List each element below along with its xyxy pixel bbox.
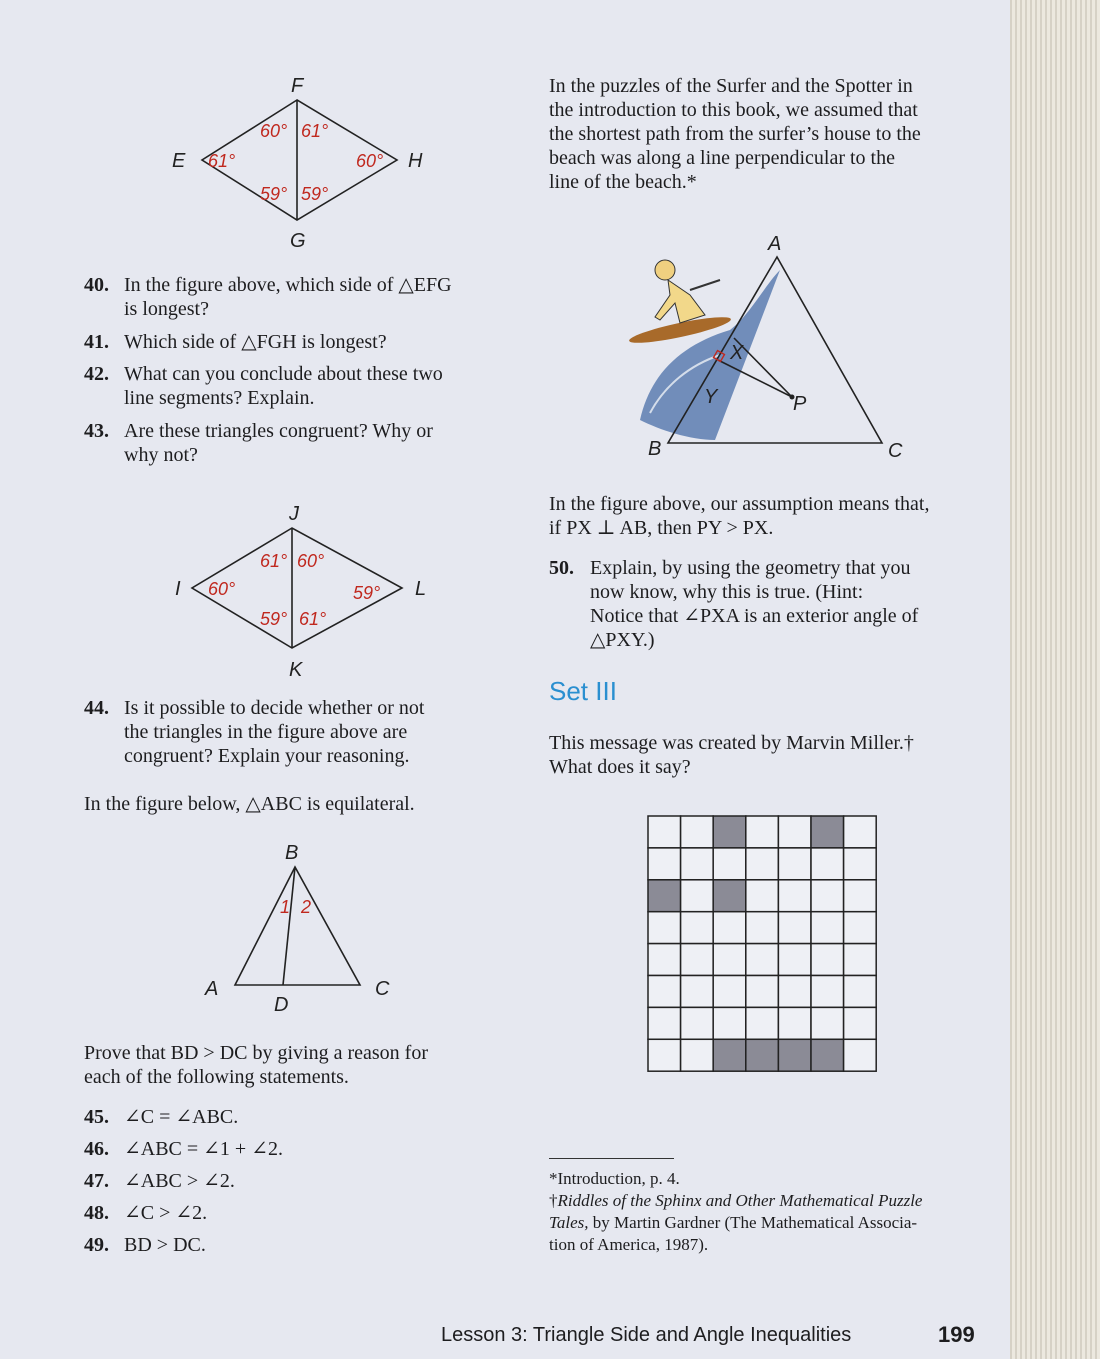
vertex-i: I (175, 578, 181, 600)
grid-cell (648, 944, 681, 976)
equilateral-intro: In the figure below, △ABC is equilateral. (84, 793, 415, 815)
angle-label: 60° (356, 151, 384, 171)
message-grid (646, 814, 882, 1072)
grid-cell (681, 1007, 714, 1039)
q43-line1: Are these triangles congruent? Why or (124, 420, 433, 442)
grid-cell (844, 816, 877, 848)
q49-number: 49. (84, 1234, 109, 1256)
q40-number: 40. (84, 274, 109, 296)
angle-label: 60° (208, 579, 236, 599)
assume-line2: if PX ⊥ AB, then PY > PX. (549, 517, 774, 539)
vertex-j: J (289, 503, 299, 525)
grid-cell (648, 1007, 681, 1039)
grid-cell-shaded (746, 1039, 779, 1071)
q44-line2: the triangles in the figure above are (124, 721, 408, 743)
grid-cell (811, 1007, 844, 1039)
vertex-c: C (375, 978, 390, 1000)
q47-number: 47. (84, 1170, 109, 1192)
lesson-footer: Lesson 3: Triangle Side and Angle Inequalities (441, 1324, 852, 1346)
grid-cell (811, 944, 844, 976)
q48-number: 48. (84, 1202, 109, 1224)
author-text: by Martin Gardner (The Mathematical Associa- (588, 1213, 918, 1232)
grid-cell (746, 848, 779, 880)
angle-label: 61° (299, 609, 327, 629)
footnote-2-line2 (549, 1212, 917, 1234)
vertex-a: A (768, 233, 782, 255)
vertex-a: A (205, 978, 219, 1000)
q47-line1: ∠ABC > ∠2. (124, 1170, 235, 1192)
vertex-b: B (648, 438, 662, 460)
grid-cell (681, 944, 714, 976)
q44-number: 44. (84, 697, 109, 719)
grid-cell (681, 1039, 714, 1071)
q50-line1: Explain, by using the geometry that you (590, 557, 911, 579)
intro-line5: line of the beach.* (549, 171, 697, 193)
grid-cell (844, 880, 877, 912)
grid-cell (713, 848, 746, 880)
grid-cell (746, 816, 779, 848)
q44-line3: congruent? Explain your reasoning. (124, 745, 410, 767)
q41-line1: Which side of △FGH is longest? (124, 331, 387, 353)
vertex-f: F (291, 75, 304, 97)
grid-cell (713, 912, 746, 944)
angle-label: 59° (260, 184, 288, 204)
wave-illustration (640, 270, 780, 440)
footnote-1: *Introduction, p. 4. (549, 1169, 680, 1188)
grid-cell (746, 976, 779, 1008)
grid-cell-shaded (648, 880, 681, 912)
angle-label: 61° (208, 151, 236, 171)
message-line1: This message was created by Marvin Miller.† (549, 732, 914, 754)
vertex-h: H (408, 150, 423, 172)
angle-label: 59° (260, 609, 288, 629)
grid-cell-shaded (778, 1039, 811, 1071)
q42-line1: What can you conclude about these two (124, 363, 443, 385)
grid-cell (844, 944, 877, 976)
grid-cell (648, 976, 681, 1008)
vertex-k: K (289, 659, 303, 681)
grid-cell (746, 912, 779, 944)
grid-cell (681, 912, 714, 944)
grid-cell (713, 1007, 746, 1039)
angle-label: 61° (260, 551, 288, 571)
q41-number: 41. (84, 331, 109, 353)
grid-cell (778, 848, 811, 880)
vertex-b: B (285, 842, 299, 864)
q50-line2: now know, why this is true. (Hint: (590, 581, 864, 603)
angle-label: 1 (280, 897, 291, 917)
q43-line2: why not? (124, 444, 198, 466)
set-heading: Set III (549, 676, 617, 706)
grid-cell (681, 816, 714, 848)
intro-line1: In the puzzles of the Surfer and the Spotter in (549, 75, 913, 97)
q49-line1: BD > DC. (124, 1234, 206, 1256)
q50-line4: △PXY.) (590, 629, 655, 651)
grid-cell (713, 944, 746, 976)
grid-cell (778, 816, 811, 848)
prove-line2: each of the following statements. (84, 1066, 349, 1088)
grid-cell (681, 880, 714, 912)
q48-line1: ∠C > ∠2. (124, 1202, 208, 1224)
q42-number: 42. (84, 363, 109, 385)
rhombus-figure-ijkl (165, 495, 445, 685)
grid-cell (778, 944, 811, 976)
page-number: 199 (938, 1322, 975, 1347)
equilateral-triangle-figure (195, 835, 405, 1015)
grid-cell (746, 944, 779, 976)
angle-label: 59° (301, 184, 329, 204)
vertex-e: E (172, 150, 186, 172)
grid-cell-shaded (811, 1039, 844, 1071)
grid-cell (811, 976, 844, 1008)
grid-cell (648, 1039, 681, 1071)
grid-cell (844, 848, 877, 880)
book-title-end: Tales, (549, 1213, 589, 1232)
grid-cell (648, 912, 681, 944)
intro-line2: the introduction to this book, we assumed that (549, 99, 918, 121)
angle-label: 61° (301, 121, 329, 141)
intro-line3: the shortest path from the surfer’s house to the (549, 123, 921, 145)
point-y: Y (704, 386, 718, 408)
angle-label: 60° (297, 551, 325, 571)
grid-cell-shaded (811, 816, 844, 848)
footnote-2-line3: tion of America, 1987). (549, 1235, 709, 1254)
grid-cell-shaded (713, 1039, 746, 1071)
vertex-g: G (290, 230, 306, 252)
grid-cell (746, 880, 779, 912)
q46-number: 46. (84, 1138, 109, 1160)
grid-cell (844, 912, 877, 944)
grid-cell (778, 880, 811, 912)
vertex-c: C (888, 440, 903, 462)
grid-cell (811, 848, 844, 880)
footnote-rule (549, 1158, 674, 1159)
grid-cell (713, 976, 746, 1008)
grid-cell (811, 880, 844, 912)
q46-line1: ∠ABC = ∠1 + ∠2. (124, 1138, 283, 1160)
q43-number: 43. (84, 420, 109, 442)
grid-cell (648, 816, 681, 848)
angle-label: 59° (353, 583, 381, 603)
vertex-d: D (274, 994, 289, 1015)
prove-line1: Prove that BD > DC by giving a reason for (84, 1042, 429, 1064)
point-x: X (730, 342, 744, 364)
grid-cell (778, 976, 811, 1008)
grid-cell (778, 1007, 811, 1039)
q50-number: 50. (549, 557, 574, 579)
q40-line1: In the figure above, which side of △EFG (124, 274, 452, 296)
grid-cell (778, 912, 811, 944)
dagger-mark: † (549, 1191, 558, 1210)
page-edge (1010, 0, 1100, 1359)
point-p: P (793, 393, 807, 415)
grid-cell (844, 1007, 877, 1039)
q42-line2: line segments? Explain. (124, 387, 315, 409)
intro-line4: beach was along a line perpendicular to the (549, 147, 895, 169)
q45-line1: ∠C = ∠ABC. (124, 1106, 239, 1128)
grid-cell (746, 1007, 779, 1039)
angle-label: 2 (301, 897, 312, 917)
grid-cell-shaded (713, 816, 746, 848)
surfer-triangle-figure (620, 225, 920, 470)
q44-line1: Is it possible to decide whether or not (124, 697, 425, 719)
q45-number: 45. (84, 1106, 109, 1128)
footnote-2-line1 (549, 1190, 922, 1212)
grid-cell-shaded (713, 880, 746, 912)
surfer-illustration (655, 260, 720, 323)
q40-line2: is longest? (124, 298, 209, 320)
grid-cell (844, 1039, 877, 1071)
grid-cell (681, 848, 714, 880)
grid-cell (811, 912, 844, 944)
grid-cell (844, 976, 877, 1008)
message-line2: What does it say? (549, 756, 691, 778)
rhombus-figure-efgh (160, 70, 440, 255)
grid-cell (681, 976, 714, 1008)
vertex-l: L (415, 578, 427, 600)
q50-line3: Notice that ∠PXA is an exterior angle of (590, 605, 919, 627)
assume-line1: In the figure above, our assumption means that, (549, 493, 930, 515)
grid-cell (648, 848, 681, 880)
book-title: Riddles of the Sphinx and Other Mathematical Puzzle (557, 1191, 923, 1210)
angle-label: 60° (260, 121, 288, 141)
